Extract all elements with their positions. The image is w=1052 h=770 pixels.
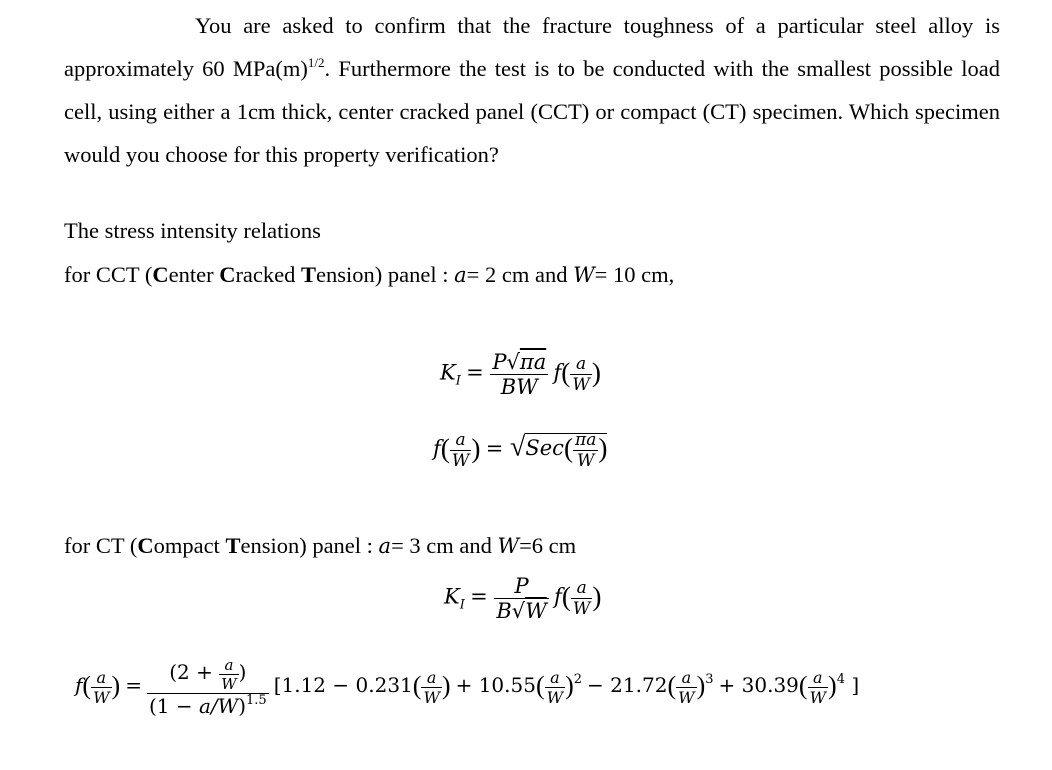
- ct-description: for CT (Compact Tension) panel : a= 3 cm and W=6 cm: [64, 533, 577, 558]
- cct-description: for CCT (Center Cracked Tension) panel : a= 2 cm and W= 10 cm,: [64, 262, 675, 287]
- problem-line-2a: approximately 60 MPa(m): [64, 56, 308, 81]
- ct-k-equation: $K_I$ = $\frac{P}{B√W}$ f( $\frac{a}{W}$ ): [444, 574, 602, 623]
- problem-line-2b: . Furthermore the test is to be conducted with the smallest: [324, 56, 872, 81]
- cct-k-equation: $K_I$ = $\frac{P√\pi a}{BW}$ f( $\frac{a}{W}$ ): [440, 350, 601, 399]
- cct-f-equation: f( $\frac{a}{W}$ ) = √Sec( $\frac{\pi a}{W}$ ): [433, 430, 608, 471]
- problem-line-1: You are asked to confirm that the fracture toughness of a particular steel alloy is: [195, 13, 1000, 38]
- relations-heading: The stress intensity relations: [64, 218, 321, 243]
- exponent-half: 1/2: [307, 55, 325, 70]
- problem-line-3: possible load cell, using either a 1cm thick, center cracked panel (CCT) or compact (CT): [64, 56, 1000, 124]
- ct-f-equation: f( $\frac{a}{W}$ ) = (2 + $\frac{a}{W}$ ) $(1 - a/W)^{1.5}$ [1.12 − 0.231( $\frac{a}{W}$ ) + 10.55( $\frac{a}{W}$ )$^2$ − 21.72( $\frac{a}{W}$ )$^3$ + 30.39( $\frac{a}{W}$ )$^4$ ]: [75, 656, 860, 718]
- problem-statement: [64, 4, 1000, 176]
- problem-line-4: specimen. Which specimen would you choose for this property verification?: [64, 99, 1001, 167]
